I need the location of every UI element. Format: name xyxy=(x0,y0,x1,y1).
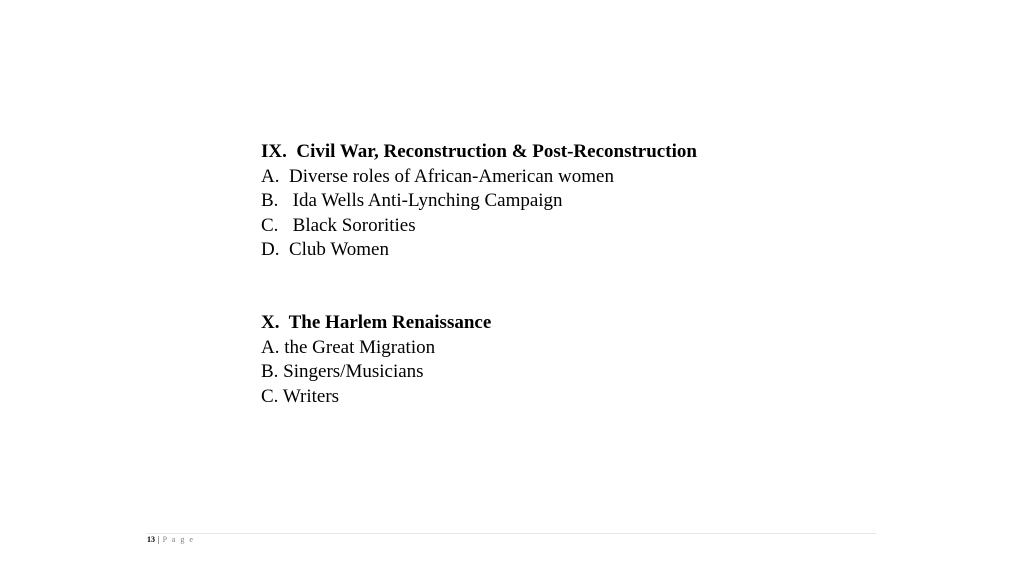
outline-item: B. Ida Wells Anti-Lynching Campaign xyxy=(261,190,563,211)
footer-divider xyxy=(147,533,876,534)
page-footer xyxy=(147,535,194,545)
outline-section-x xyxy=(261,311,491,409)
outline-item: A. Diverse roles of African-American women xyxy=(261,165,614,187)
section-heading: X. The Harlem Renaissance xyxy=(261,312,492,333)
page-number: 13 xyxy=(147,535,155,544)
outline-item: A. the Great Migration xyxy=(261,336,436,358)
outline-item: C. Black Sororities xyxy=(261,214,416,236)
section-heading: IX. Civil War, Reconstruction & Post-Reconstruction xyxy=(261,141,697,162)
outline-item: D. Club Women xyxy=(261,239,389,260)
page-label: P a g e xyxy=(162,535,195,544)
page-separator: | xyxy=(158,535,160,544)
outline-section-ix xyxy=(261,140,697,263)
outline-item: B. Singers/Musicians xyxy=(261,361,424,382)
outline-item: C. Writers xyxy=(261,385,340,407)
